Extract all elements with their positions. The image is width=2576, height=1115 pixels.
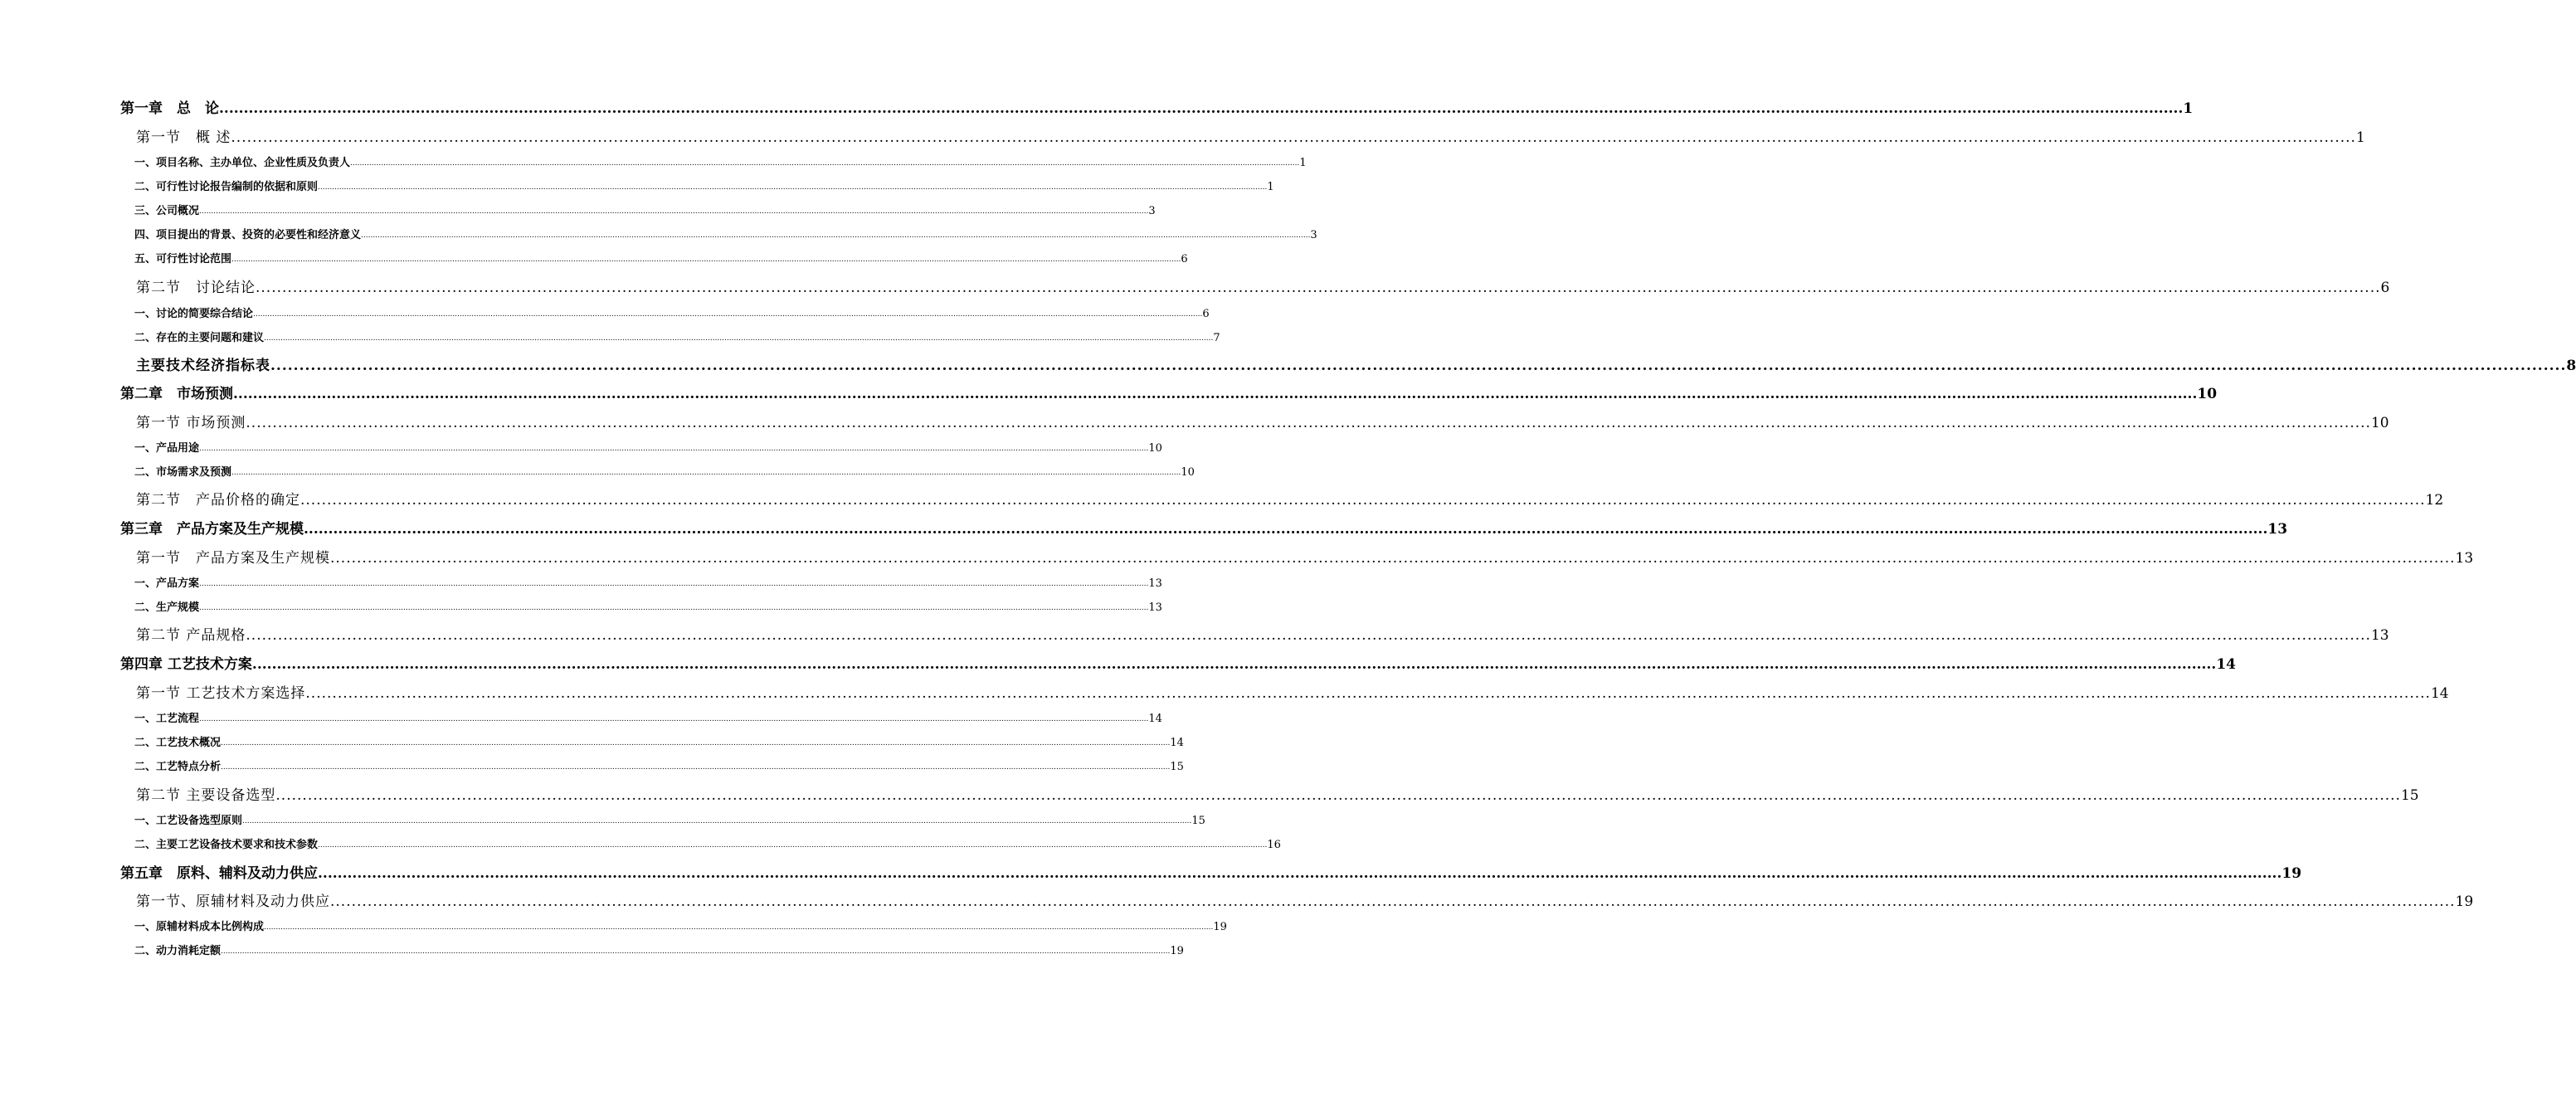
toc-entry-title: 四、项目提出的背景、投资的必要性和经济意义: [134, 229, 362, 241]
toc-entry-item[interactable]: [134, 812, 1205, 827]
toc-entry-page: 10: [2370, 415, 2389, 431]
toc-leader-dots: ................................................................................................................................................................................................................................................................................................................................................................................................................: [305, 685, 2431, 702]
toc-leader-dots: ................................................................................................................................................................................................................................................................................................................................................................................................................: [275, 787, 2401, 804]
toc-leader-dots: ................................................................................................................................................................................................................................................................................................................................................................................................................: [270, 358, 2567, 374]
toc-leader-dots: ................................................................................................................................................................................................................................................................................................................................................................................................................: [199, 604, 1149, 612]
toc-entry-title: 第五章 原料、辅料及动力供应: [120, 865, 318, 882]
toc-leader-dots: ................................................................................................................................................................................................................................................................................................................................................................................................................: [300, 492, 2426, 509]
toc-entry-title: 一、讨论的简要综合结论: [134, 308, 254, 320]
toc-entry-page: 14: [2430, 685, 2449, 702]
toc-entry-section[interactable]: [136, 126, 2365, 146]
toc-entry-item[interactable]: [134, 918, 1227, 933]
toc-entry-title: 第一节 概 述: [136, 129, 231, 146]
toc-entry-title: 第二节 主要设备选型: [136, 787, 276, 804]
toc-entry-chapter[interactable]: [120, 97, 2194, 117]
toc-entry-section[interactable]: [136, 411, 2389, 431]
toc-entry-chapter[interactable]: [120, 382, 2218, 402]
toc-entry-section[interactable]: [136, 354, 2576, 374]
toc-leader-dots: ................................................................................................................................................................................................................................................................................................................................................................................................................: [264, 334, 1214, 343]
toc-entry-title: 二、生产规模: [134, 601, 200, 614]
toc-entry-title: 第二章 市场预测: [120, 386, 233, 402]
toc-entry-item[interactable]: [134, 710, 1162, 725]
toc-entry-item[interactable]: [134, 202, 1156, 217]
toc-entry-item[interactable]: [134, 154, 1307, 169]
toc-entry-chapter[interactable]: [120, 862, 2302, 882]
toc-entry-page: 13: [2267, 521, 2288, 538]
toc-entry-title: 第二节 讨论结论: [136, 280, 256, 296]
toc-entry-page: 14: [1170, 737, 1184, 749]
toc-entry-page: 19: [1213, 921, 1227, 933]
toc-entry-page: 15: [2400, 787, 2419, 804]
toc-entry-page: 6: [2380, 280, 2390, 296]
toc-entry-section[interactable]: [136, 784, 2419, 804]
toc-entry-item[interactable]: [134, 440, 1162, 455]
toc-entry-page: 8: [2566, 358, 2576, 374]
toc-leader-dots: ................................................................................................................................................................................................................................................................................................................................................................................................................: [253, 310, 1203, 319]
toc-entry-page: 15: [1170, 761, 1184, 773]
toc-entry-title: 主要技术经济指标表: [136, 358, 270, 374]
toc-leader-dots: ................................................................................................................................................................................................................................................................................................................................................................................................................: [330, 550, 2456, 567]
toc-entry-page: 10: [2197, 386, 2218, 402]
toc-entry-page: 16: [1267, 839, 1281, 851]
toc-entry-page: 14: [2216, 656, 2236, 673]
toc-entry-item[interactable]: [134, 942, 1184, 957]
toc-entry-page: 1: [2183, 100, 2194, 117]
toc-entry-page: 13: [2455, 550, 2474, 567]
toc-entry-title: 第一节 市场预测: [136, 415, 246, 431]
toc-entry-page: 6: [1181, 253, 1188, 265]
toc-entry-section[interactable]: [136, 489, 2444, 509]
toc-leader-dots: ................................................................................................................................................................................................................................................................................................................................................................................................................: [264, 923, 1214, 932]
toc-entry-item[interactable]: [134, 226, 1317, 241]
toc-entry-page: 19: [2281, 865, 2302, 882]
toc-entry-title: 一、工艺设备选型原则: [134, 815, 243, 827]
toc-entry-title: 第一节 工艺技术方案选择: [136, 685, 306, 702]
toc-entry-section[interactable]: [136, 276, 2390, 296]
toc-entry-item[interactable]: [134, 305, 1210, 320]
toc-entry-page: 10: [1148, 442, 1162, 455]
toc-entry-chapter[interactable]: [120, 653, 2236, 673]
toc-entry-page: 10: [1181, 466, 1195, 479]
toc-entry-section[interactable]: [136, 547, 2474, 567]
toc-entry-title: 二、主要工艺设备技术要求和技术参数: [134, 839, 319, 851]
toc-leader-dots: ................................................................................................................................................................................................................................................................................................................................................................................................................: [221, 763, 1171, 772]
toc-entry-title: 第一节 产品方案及生产规模: [136, 550, 330, 567]
toc-entry-title: 一、项目名称、主办单位、企业性质及负责人: [134, 157, 351, 169]
toc-entry-title: 第二节 产品价格的确定: [136, 492, 300, 509]
toc-entry-page: 13: [2370, 627, 2389, 644]
toc-leader-dots: ................................................................................................................................................................................................................................................................................................................................................................................................................: [246, 627, 2371, 644]
toc-entry-item[interactable]: [134, 178, 1274, 193]
toc-entry-section[interactable]: [136, 890, 2474, 910]
toc-entry-page: 6: [1202, 308, 1210, 320]
toc-entry-title: 第三章 产品方案及生产规模: [120, 521, 304, 538]
toc-entry-section[interactable]: [136, 624, 2389, 644]
toc-entry-title: 二、动力消耗定额: [134, 945, 222, 957]
toc-leader-dots: ................................................................................................................................................................................................................................................................................................................................................................................................................: [199, 445, 1149, 453]
toc-entry-title: 一、原辅材料成本比例构成: [134, 921, 265, 933]
toc-entry-title: 一、产品用途: [134, 442, 200, 455]
toc-leader-dots: ................................................................................................................................................................................................................................................................................................................................................................................................................: [231, 256, 1181, 264]
toc-entry-title: 第四章 工艺技术方案: [120, 656, 252, 673]
toc-entry-chapter[interactable]: [120, 518, 2288, 538]
toc-entry-title: 五、可行性讨论范围: [134, 253, 232, 265]
toc-entry-item[interactable]: [134, 575, 1162, 590]
toc-leader-dots: ................................................................................................................................................................................................................................................................................................................................................................................................................: [199, 715, 1149, 723]
toc-entry-item[interactable]: [134, 251, 1188, 265]
toc-entry-title: 第二节 产品规格: [136, 627, 246, 644]
toc-leader-dots: ................................................................................................................................................................................................................................................................................................................................................................................................................: [199, 580, 1149, 588]
toc-entry-title: 一、工艺流程: [134, 713, 200, 725]
toc-entry-page: 3: [1310, 229, 1317, 241]
toc-entry-page: 7: [1213, 332, 1220, 344]
toc-entry-item[interactable]: [134, 329, 1220, 344]
toc-entry-page: 3: [1148, 205, 1156, 217]
toc-entry-page: 13: [1148, 601, 1162, 614]
toc-leader-dots: ................................................................................................................................................................................................................................................................................................................................................................................................................: [221, 947, 1171, 956]
toc-entry-item[interactable]: [134, 464, 1195, 479]
toc-leader-dots: ................................................................................................................................................................................................................................................................................................................................................................................................................: [233, 386, 2198, 402]
toc-entry-page: 1: [1299, 157, 1307, 169]
toc-entry-item[interactable]: [134, 734, 1184, 749]
toc-leader-dots: ................................................................................................................................................................................................................................................................................................................................................................................................................: [246, 415, 2371, 431]
toc-leader-dots: ................................................................................................................................................................................................................................................................................................................................................................................................................: [231, 469, 1181, 477]
toc-leader-dots: ................................................................................................................................................................................................................................................................................................................................................................................................................: [199, 207, 1149, 216]
toc-entry-page: 19: [1170, 945, 1184, 957]
toc-leader-dots: ................................................................................................................................................................................................................................................................................................................................................................................................................: [242, 817, 1192, 825]
toc-leader-dots: ................................................................................................................................................................................................................................................................................................................................................................................................................: [231, 129, 2356, 146]
toc-entry-title: 第一节、原辅材料及动力供应: [136, 893, 330, 910]
toc-entry-title: 第一章 总 论: [120, 100, 219, 117]
toc-entry-title: 二、存在的主要问题和建议: [134, 332, 265, 344]
toc-entry-title: 二、工艺特点分析: [134, 761, 222, 773]
toc-leader-dots: ................................................................................................................................................................................................................................................................................................................................................................................................................: [318, 865, 2282, 882]
toc-entry-page: 15: [1191, 815, 1205, 827]
toc-entry-title: 二、可行性讨论报告编制的依据和原则: [134, 181, 319, 193]
toc-entry-page: 1: [2355, 129, 2365, 146]
toc-entry-title: 三、公司概况: [134, 205, 200, 217]
toc-entry-page: 13: [1148, 577, 1162, 590]
toc-entry-title: 一、产品方案: [134, 577, 200, 590]
toc-entry-section[interactable]: [136, 682, 2449, 702]
toc-leader-dots: ................................................................................................................................................................................................................................................................................................................................................................................................................: [330, 893, 2456, 910]
toc-entry-page: 14: [1148, 713, 1162, 725]
toc-leader-dots: ................................................................................................................................................................................................................................................................................................................................................................................................................: [361, 231, 1311, 240]
toc-entry-title: 二、市场需求及预测: [134, 466, 232, 479]
toc-leader-dots: ................................................................................................................................................................................................................................................................................................................................................................................................................: [318, 183, 1268, 192]
toc-leader-dots: ................................................................................................................................................................................................................................................................................................................................................................................................................: [221, 739, 1171, 747]
toc-leader-dots: ................................................................................................................................................................................................................................................................................................................................................................................................................: [219, 100, 2184, 117]
toc-entry-item[interactable]: [134, 836, 1281, 851]
toc-entry-item[interactable]: [134, 758, 1184, 773]
toc-leader-dots: ................................................................................................................................................................................................................................................................................................................................................................................................................: [318, 841, 1268, 850]
toc-entry-title: 二、工艺技术概况: [134, 737, 222, 749]
toc-leader-dots: ................................................................................................................................................................................................................................................................................................................................................................................................................: [251, 656, 2217, 673]
toc-entry-page: 12: [2425, 492, 2444, 509]
toc-leader-dots: ................................................................................................................................................................................................................................................................................................................................................................................................................: [350, 159, 1300, 168]
toc-entry-item[interactable]: [134, 599, 1162, 614]
toc-leader-dots: ................................................................................................................................................................................................................................................................................................................................................................................................................: [256, 280, 2381, 296]
toc-leader-dots: ................................................................................................................................................................................................................................................................................................................................................................................................................: [304, 521, 2268, 538]
toc-entry-page: 19: [2455, 893, 2474, 910]
toc-entry-page: 1: [1267, 181, 1274, 193]
